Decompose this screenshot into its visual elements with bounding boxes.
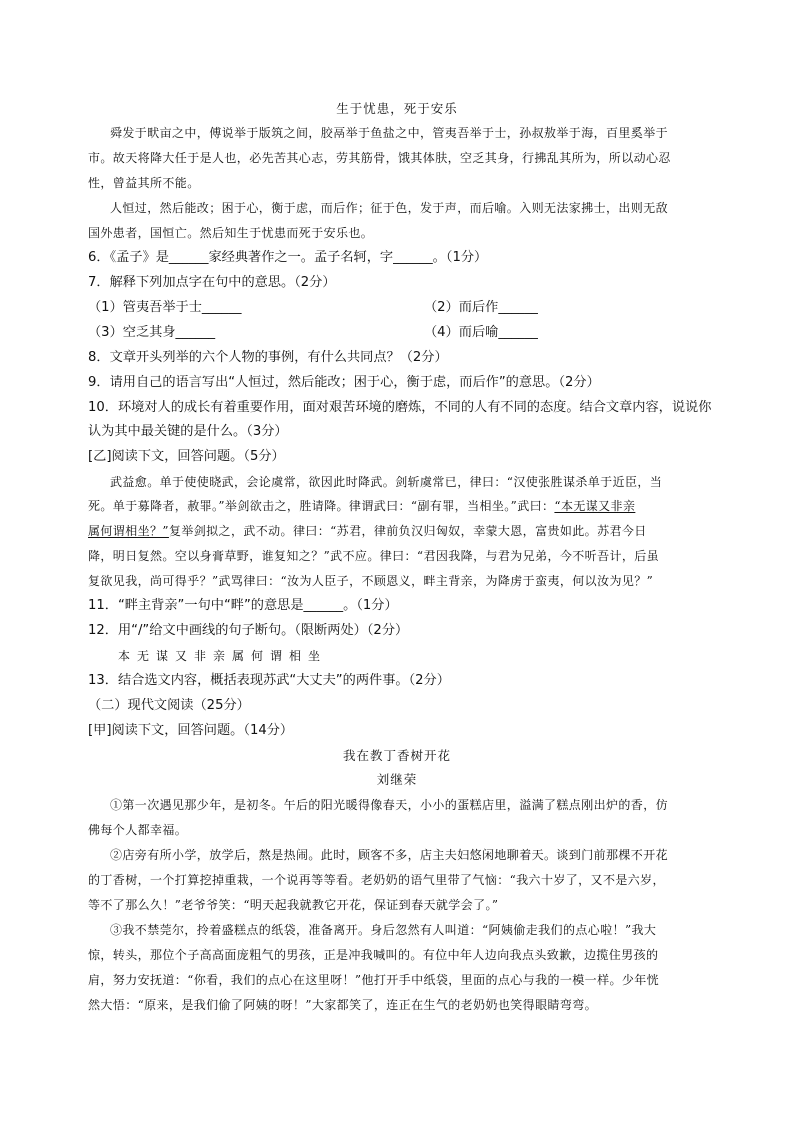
passage-5-line: 等不了那么久！”老爷爷笑：“明天起我就教它开花，保证到春天就学会了。”: [88, 898, 499, 912]
question-8: 8．文章开头列举的六个人物的事例，有什么共同点？（2分）: [88, 350, 448, 365]
story-author: 刘继荣: [376, 772, 418, 787]
question-10-line: 10．环境对人的成长有着重要作用，面对艰苦环境的磨炼，不同的人有不同的态度。结合文章内容，说说你: [88, 400, 712, 415]
underlined-sentence: 属何谓相坐？”: [88, 524, 169, 538]
passage-2-line: 国外患者，国恒亡。然后知生于忧患而死于安乐也。: [88, 226, 374, 240]
passage-1-line: 性，曾益其所不能。: [88, 176, 200, 190]
question-6: 6．《孟子》是______家经典著作之一。孟子名轲，字______。（1分）: [88, 250, 488, 265]
question-7-item: （2）而后作______: [424, 300, 538, 315]
passage-3-line: 武益愈。单于使使晓武，会论虞常，欲因此时降武。剑斩虞常已，律曰：“汉使张胜谋杀单于近臣，当: [110, 475, 663, 489]
question-7-item: （3）空乏其身______: [88, 325, 216, 340]
question-7: 7．解释下列加点字在句中的意思。（2分）: [88, 275, 336, 290]
passage-3-line: [88, 497, 728, 515]
passage-4-line: 佛每个人都幸福。: [88, 823, 188, 837]
passage-6-line: 然大悟：“原来，是我们偷了阿姨的呀！”大家都笑了，连正在生气的老奶奶也笑得眼睛弯弯。: [88, 998, 598, 1012]
passage-4-line: ①第一次遇见那少年，是初冬。午后的阳光暖得像春天，小小的蛋糕店里，溢满了糕点刚出炉的香，仿: [110, 798, 669, 812]
passage-1-line: 市。故天将降大任于是人也，必先苦其心志，劳其筋骨，饿其体肤，空乏其身，行拂乱其所为，所以动心忍: [88, 151, 671, 165]
passage-6-line: ③我不禁莞尔，拎着盛糕点的纸袋，准备离开。身后忽然有人叫道：“阿姨偷走我们的点心啦！”我大: [110, 923, 657, 937]
section-jia-heading: [甲]阅读下文，回答问题。（14分）: [88, 723, 294, 738]
underlined-sentence: “本无谋又非亲: [554, 499, 636, 513]
question-11: 11．“畔主背亲”一句中“畔”的意思是______。（1分）: [88, 598, 398, 613]
passage-3-text: 复举剑拟之，武不动。律曰：“苏君，律前负汉归匈奴，幸蒙大恩，富贵如此。苏君今日: [168, 524, 647, 538]
question-7-item: （1）管夷吾举于士______: [88, 300, 242, 315]
question-9: 9．请用自己的语言写出“人恒过，然后能改；困于心，衡于虑，而后作”的意思。（2分）: [88, 375, 600, 390]
question-10-line: 认为其中最关键的是什么。（3分）: [88, 424, 288, 439]
passage-6-line: 肩，努力安抚道：“你看，我们的点心在这里呀！”他打开手中纸袋，里面的点心与我的一模一样。少年恍: [88, 973, 660, 987]
passage-2-line: 人恒过，然后能改；困于心，衡于虑，而后作；征于色，发于声，而后喻。入则无法家拂士，出则无敌: [110, 201, 669, 215]
passage-3-text: 死。单于募降者，赦罪。”举剑欲击之，胜请降。律谓武曰：“副有罪，当相坐。”武曰：: [88, 499, 555, 513]
passage-3-line: 复欲见我，尚可得乎？”武骂律曰：“汝为人臣子，不顾恩义，畔主背亲，为降虏于蛮夷，何以汝为见？”: [88, 574, 654, 588]
section-yi-heading: [乙]阅读下文，回答问题。（5分）: [88, 449, 285, 464]
passage-3-line: 降，明日复然。空以身膏草野，谁复知之？”武不应。律曰：“君因我降，与君为兄弟，今不听吾计，后虽: [88, 549, 660, 563]
poem-title: 生于忧患，死于安乐: [336, 101, 458, 116]
passage-1-line: 舜发于畎亩之中，傅说举于版筑之间，胶鬲举于鱼盐之中，管夷吾举于士，孙叔敖举于海，百里奚举于: [110, 126, 669, 140]
section-2-heading: （二）现代文阅读（25分）: [88, 698, 250, 713]
passage-3-line: [88, 522, 728, 540]
passage-6-line: 惊，转头，那位个子高高面庞粗气的男孩，正是冲我喊叫的。有位中年人边向我点头致歉，边揽住男孩的: [88, 948, 659, 962]
question-7-item: （4）而后喻______: [424, 325, 538, 340]
question-12-sentence: 本无谋又非亲属何谓相坐: [118, 649, 328, 663]
question-13: 13．结合选文内容，概括表现苏武“大丈夫”的两件事。（2分）: [88, 673, 450, 688]
passage-5-line: 的丁香树，一个打算挖掉重栽，一个说再等等看。老奶奶的语气里带了气恼：“我六十岁了，又不是六岁，: [88, 873, 665, 887]
story-title: 我在教丁香树开花: [342, 748, 451, 763]
question-12: 12．用“/”给文中画线的句子断句。（限断两处）（2分）: [88, 623, 409, 638]
passage-5-line: ②店旁有所小学，放学后，熬是热闹。此时，顾客不多，店主夫妇悠闲地聊着天。谈到门前那棵不开花: [110, 848, 669, 862]
